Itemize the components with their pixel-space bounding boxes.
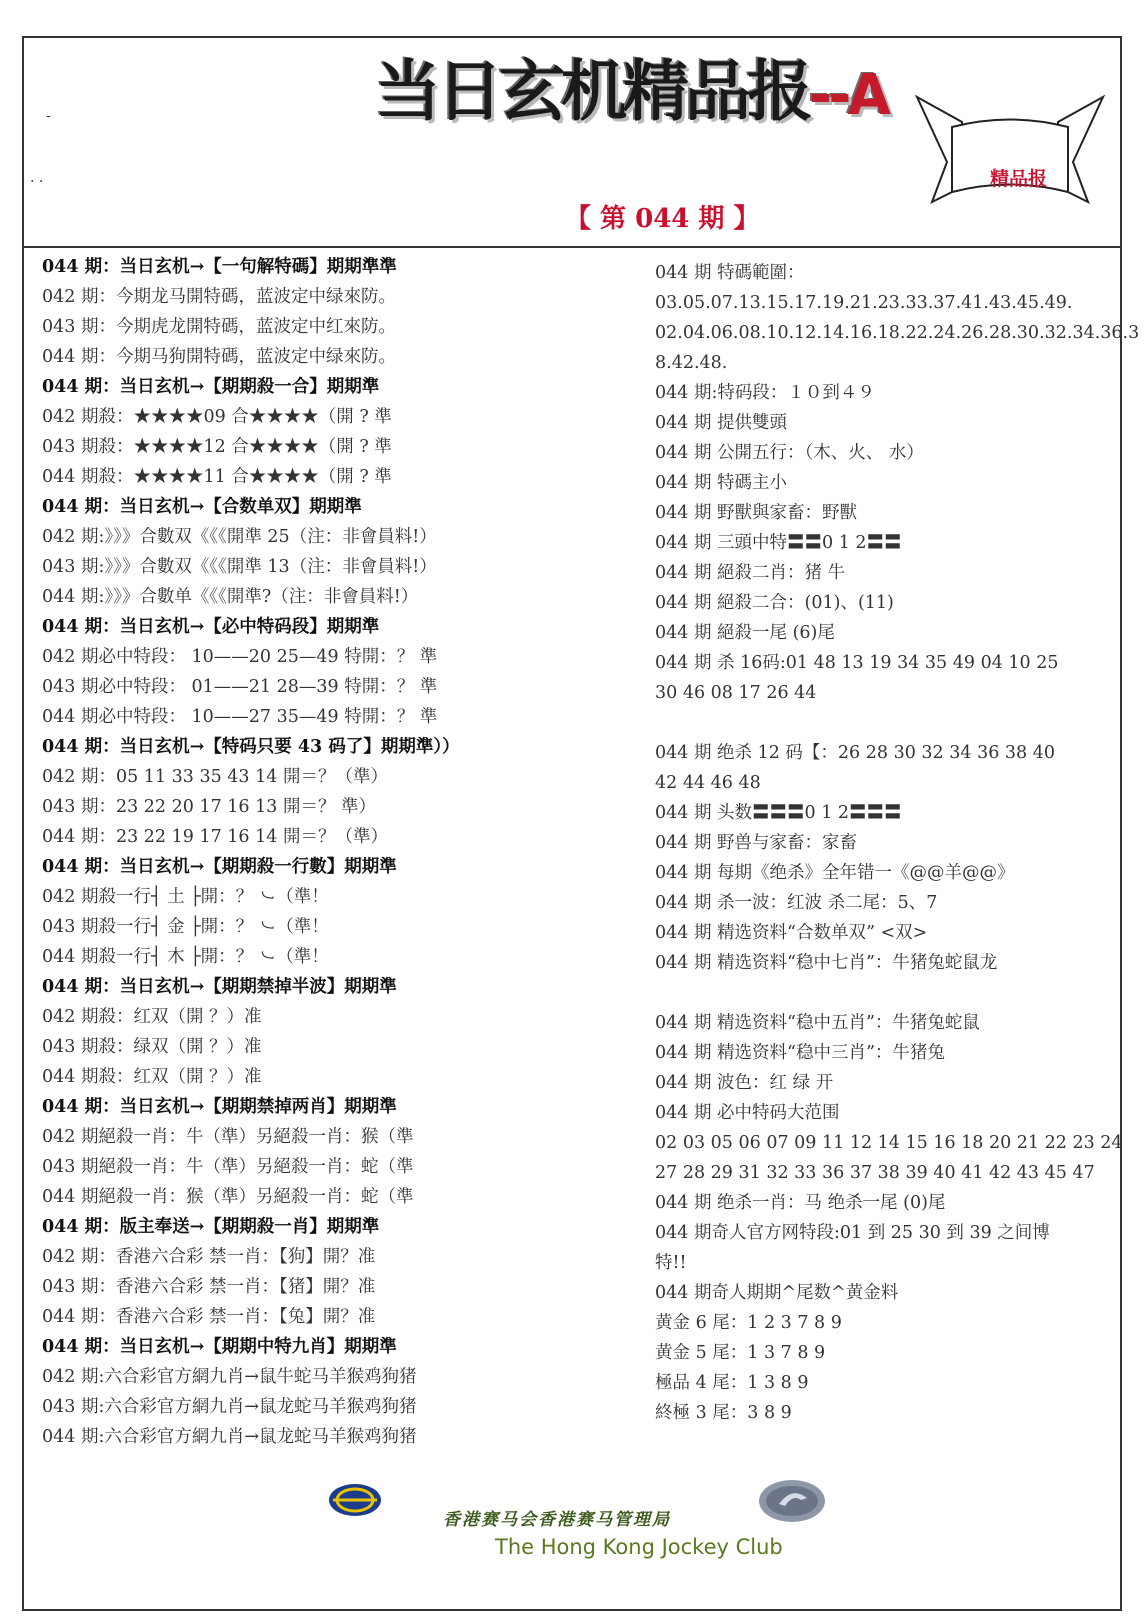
right-line: 特!!	[655, 1253, 687, 1273]
left-line: 043 期：23 22 20 17 16 13 開＝？ 準）	[42, 797, 377, 817]
left-line: 044 期殺：★★★★11 合★★★★（開 ? 準	[42, 467, 392, 487]
right-line: 044 期 波色：红 绿 开	[655, 1073, 834, 1093]
right-line: 8.42.48.	[655, 353, 728, 373]
left-line: 042 期殺：红双（開 ？）准	[42, 1007, 262, 1027]
left-line: 042 期：今期龙马開特碼，蓝波定中绿來防。	[42, 287, 396, 307]
left-line: 044 期必中特段： 10——27 35—49 特開：？ 準	[42, 707, 438, 727]
right-line	[655, 708, 1095, 738]
section-heading: 044 期：版主奉送→【期期殺一肖】期期準	[42, 1217, 380, 1237]
issue-number: 【 第 044 期 】	[565, 204, 760, 234]
right-line: 044 期 绝杀 12 码【：26 28 30 32 34 36 38 40	[655, 743, 1056, 763]
left-line: 044 期：23 22 19 17 16 14 開＝？（準）	[42, 827, 388, 847]
section-heading: 044 期：当日玄机→【期期禁掉两肖】期期準	[42, 1097, 397, 1117]
right-line: 044 期 絕殺二肖：猪 牛	[655, 563, 846, 583]
header-divider	[22, 246, 1122, 248]
right-line: 30 46 08 17 26 44	[655, 683, 817, 703]
right-line: 044 期奇人期期^尾数^黄金料	[655, 1283, 899, 1303]
right-line: 044 期 精选资料“合数单双” <双>	[655, 923, 928, 943]
left-line: 044 期殺一行┤ 木 ├開：？ ㇃（準！	[42, 947, 329, 967]
right-line: 044 期 絕殺二合：(01)、(11)	[655, 593, 894, 613]
left-line: 044 期絕殺一肖：猴（準）另絕殺一肖：蛇（準	[42, 1187, 414, 1207]
left-line: 043 期絕殺一肖：牛（準）另絕殺一肖：蛇（準	[42, 1157, 414, 1177]
right-line: 044 期 特碼主小	[655, 473, 788, 493]
left-line: 043 期殺：★★★★12 合★★★★（開 ? 準	[42, 437, 392, 457]
masthead-title-main: 当日玄机精品报	[375, 53, 809, 130]
stray-dots: . .	[30, 170, 44, 186]
left-line: 043 期:》》》合數双《《《開準 13（注：非會員料!）	[42, 557, 437, 577]
right-line: 02.04.06.08.10.12.14.16.18.22.24.26.28.30.32.34.36.3	[655, 323, 1140, 343]
right-line: 044 期 每期《绝杀》全年错一《@@羊@@》	[655, 863, 1015, 883]
left-column	[42, 252, 617, 1452]
left-line: 042 期：05 11 33 35 43 14 開＝？（準）	[42, 767, 388, 787]
left-line: 043 期：今期虎龙開特碼，蓝波定中红來防。	[42, 317, 396, 337]
right-line: 27 28 29 31 32 33 36 37 38 39 40 41 42 43 45 47	[655, 1163, 1095, 1183]
right-line: 044 期 必中特码大范围	[655, 1103, 840, 1123]
right-line: 42 44 46 48	[655, 773, 761, 793]
right-line: 02 03 05 06 07 09 11 12 14 15 16 18 20 21 22 23 24	[655, 1133, 1123, 1153]
section-heading: 044 期：当日玄机→【一句解特碼】期期準準	[42, 257, 397, 277]
right-line: 044 期 精选资料“稳中七肖”：牛猪兔蛇鼠龙	[655, 953, 998, 973]
left-line: 043 期必中特段： 01——21 28—39 特開：？ 準	[42, 677, 438, 697]
left-line: 042 期：香港六合彩 禁一肖：【狗】開？准	[42, 1247, 376, 1267]
footer-org-cn: 香港赛马会香港赛马管理局	[443, 1510, 671, 1530]
jockey-club-logo-icon	[757, 1478, 827, 1524]
right-line: 044 期 三頭中特〓〓0 1 2〓〓	[655, 533, 902, 553]
left-line: 043 期殺一行┤ 金 ├開：？ ㇃（準！	[42, 917, 329, 937]
left-line: 042 期必中特段： 10——20 25—49 特開：？ 準	[42, 647, 438, 667]
section-heading: 044 期：当日玄机→【期期殺一合】期期準	[42, 377, 380, 397]
left-line: 042 期絕殺一肖：牛（準）另絕殺一肖：猴（準	[42, 1127, 414, 1147]
right-line: 044 期 精选资料“稳中五肖”：牛猪兔蛇鼠	[655, 1013, 980, 1033]
footer-org-en: The Hong Kong Jockey Club	[495, 1535, 783, 1559]
right-line: 極品 4 尾：1 3 8 9	[655, 1373, 809, 1393]
racecourse-emblem-icon	[327, 1482, 383, 1518]
left-line: 042 期殺：★★★★09 合★★★★（開 ? 準	[42, 407, 392, 427]
right-line: 044 期 精选资料“稳中三肖”：牛猪兔	[655, 1043, 945, 1063]
right-line: 044 期 杀一波：红波 杀二尾：5、7	[655, 893, 938, 913]
section-heading: 044 期：当日玄机→【期期殺一行數】期期準	[42, 857, 397, 877]
stray-dash: -	[46, 108, 51, 124]
section-heading: 044 期：当日玄机→【合数单双】期期準	[42, 497, 362, 517]
left-line: 044 期：今期马狗開特碼，蓝波定中绿來防。	[42, 347, 396, 367]
ribbon-banner-icon	[912, 92, 1108, 212]
left-line: 043 期:六合彩官方網九肖→鼠龙蛇马羊猴鸡狗猪	[42, 1397, 417, 1417]
left-line: 044 期殺：红双（開 ？）准	[42, 1067, 262, 1087]
section-heading: 044 期：当日玄机→【特码只要 43 码了】期期準））	[42, 737, 460, 757]
section-heading: 044 期：当日玄机→【必中特码段】期期準	[42, 617, 380, 637]
right-line: 終極 3 尾：3 8 9	[655, 1403, 792, 1423]
left-line: 042 期:》》》合數双《《《開準 25（注：非會員料!）	[42, 527, 437, 547]
right-line: 044 期 野兽与家畜：家畜	[655, 833, 858, 853]
masthead-title	[375, 38, 887, 133]
left-line: 044 期:六合彩官方網九肖→鼠龙蛇马羊猴鸡狗猪	[42, 1427, 417, 1447]
right-line: 044 期 头数〓〓〓0 1 2〓〓〓	[655, 803, 902, 823]
left-line: 043 期：香港六合彩 禁一肖：【猪】開？准	[42, 1277, 376, 1297]
section-heading: 044 期：当日玄机→【期期中特九肖】期期準	[42, 1337, 397, 1357]
left-line: 044 期：香港六合彩 禁一肖：【兔】開？准	[42, 1307, 376, 1327]
right-line: 044 期 絕殺一尾 (6)尾	[655, 623, 835, 643]
left-line: 042 期殺一行┤ 土 ├開：？ ㇃（準！	[42, 887, 329, 907]
ribbon-label: 精品报	[990, 168, 1048, 190]
right-line: 黄金 6 尾：1 2 3 7 8 9	[655, 1313, 842, 1333]
left-line: 044 期:》》》合數单《《《開準?（注：非會員料!）	[42, 587, 419, 607]
section-heading: 044 期：当日玄机→【期期禁掉半波】期期準	[42, 977, 397, 997]
right-line: 044 期 提供雙頭	[655, 413, 788, 433]
right-line: 044 期:特码段：１０到４９	[655, 383, 875, 403]
left-line: 043 期殺：绿双（開 ？）准	[42, 1037, 262, 1057]
right-line	[655, 978, 1095, 1008]
left-line: 042 期:六合彩官方網九肖→鼠牛蛇马羊猴鸡狗猪	[42, 1367, 417, 1387]
right-line: 044 期奇人官方网特段:01 到 25 30 到 39 之间博	[655, 1223, 1050, 1243]
masthead-title-suffix: --A	[809, 63, 887, 128]
right-line: 044 期 野獸與家畜：野獸	[655, 503, 858, 523]
right-line: 044 期 绝杀一肖：马 绝杀一尾 (0)尾	[655, 1193, 946, 1213]
right-line: 03.05.07.13.15.17.19.21.23.33.37.41.43.45.49.	[655, 293, 1073, 313]
right-line: 044 期 公開五行：（木、火、 水）	[655, 443, 924, 463]
right-line: 044 期 杀 16码:01 48 13 19 34 35 49 04 10 25	[655, 653, 1059, 673]
right-column	[655, 258, 1140, 1428]
right-line: 黄金 5 尾：1 3 7 8 9	[655, 1343, 826, 1363]
right-line: 044 期 特碼範圍：	[655, 263, 805, 283]
